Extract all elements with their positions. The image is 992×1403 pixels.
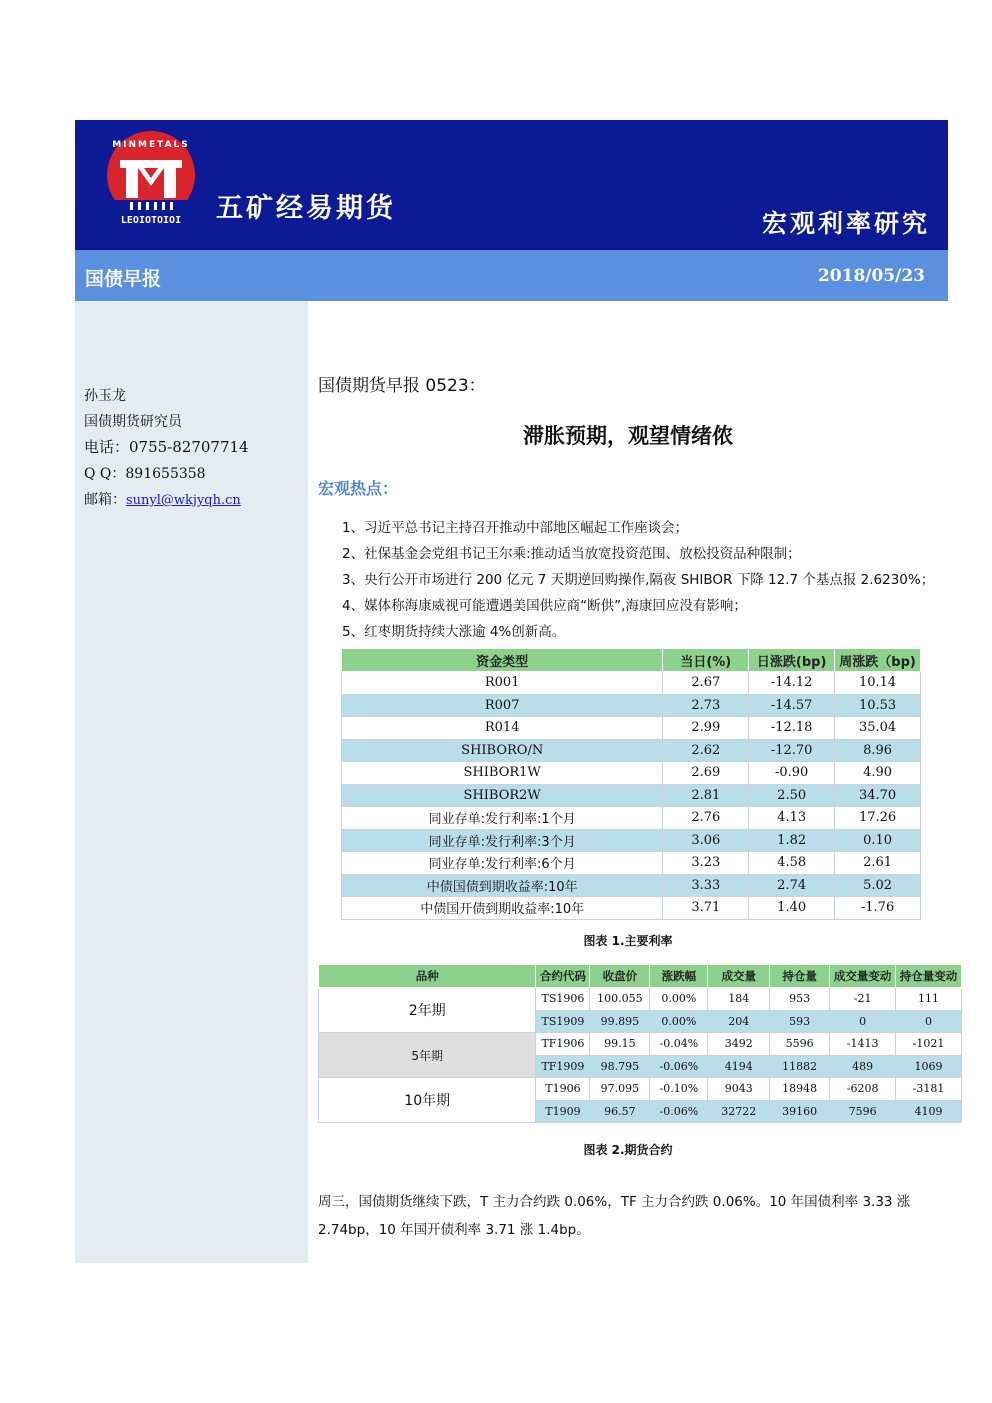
table-cell: 10.53 [835, 694, 921, 717]
table-cell: 3.06 [663, 829, 749, 852]
table-cell: -12.70 [749, 739, 835, 762]
table-cell: R007 [342, 694, 663, 717]
table-cell: 98.795 [590, 1055, 650, 1078]
report-type: 国债早报 [85, 268, 162, 290]
table-row [319, 1033, 962, 1056]
table-cell: R014 [342, 717, 663, 740]
table-cell: SHIBOR1W [342, 762, 663, 785]
table-caption: 图表 2.期货合约 [583, 1143, 673, 1157]
table-cell: TF1909 [536, 1055, 590, 1078]
table-cell: 2.62 [663, 739, 749, 762]
futures-table [318, 964, 962, 1123]
table-cell: -3181 [896, 1078, 962, 1101]
table-cell: 0.00% [650, 1010, 708, 1033]
table-row [342, 807, 921, 830]
report-date: 2018/05/23 [817, 266, 925, 286]
table-cell: T1906 [536, 1078, 590, 1101]
table-cell: 8.96 [835, 739, 921, 762]
table-cell: -1021 [896, 1033, 962, 1056]
table-cell: 10.14 [835, 672, 921, 695]
author-email-row [84, 489, 241, 509]
table-cell: 4.58 [749, 852, 835, 875]
column-header: 日涨跌(bp) [749, 649, 835, 672]
table-cell: 3.23 [663, 852, 749, 875]
table-cell: 953 [770, 988, 830, 1011]
column-header: 成交量 [708, 965, 770, 988]
news-item: 5、红枣期货持续大涨逾 4%创新高。 [342, 624, 566, 640]
table-caption: 图表 1.主要利率 [583, 934, 673, 948]
table-cell: 0.10 [835, 829, 921, 852]
author-name: 孙玉龙 [84, 388, 126, 404]
table-cell: 1.82 [749, 829, 835, 852]
table-cell: 同业存单:发行利率:3个月 [342, 829, 663, 852]
table-cell: 34.70 [835, 784, 921, 807]
table-row [342, 672, 921, 695]
table-cell: 4.13 [749, 807, 835, 830]
table-cell: 2.99 [663, 717, 749, 740]
table-cell: TF1906 [536, 1033, 590, 1056]
company-name: 五矿经易期货 [216, 193, 396, 224]
table-cell: 2.69 [663, 762, 749, 785]
column-header: 品种 [319, 965, 536, 988]
table-cell: 4109 [896, 1100, 962, 1123]
table-row [342, 829, 921, 852]
table-row [342, 762, 921, 785]
table-cell: 0.00% [650, 988, 708, 1011]
table-cell: 96.57 [590, 1100, 650, 1123]
table-cell: 184 [708, 988, 770, 1011]
table-cell: 2.74 [749, 874, 835, 897]
table-cell: 2.50 [749, 784, 835, 807]
table-cell: 99.15 [590, 1033, 650, 1056]
table-cell: 489 [830, 1055, 896, 1078]
table-cell: 3492 [708, 1033, 770, 1056]
table-cell: -0.10% [650, 1078, 708, 1101]
rates-table [341, 648, 921, 920]
table-cell: 1069 [896, 1055, 962, 1078]
table-cell: TS1906 [536, 988, 590, 1011]
table-cell: 4194 [708, 1055, 770, 1078]
table-cell: 2.61 [835, 852, 921, 875]
table-cell: T1909 [536, 1100, 590, 1123]
table-cell: -0.90 [749, 762, 835, 785]
table-cell: -14.12 [749, 672, 835, 695]
column-header: 收盘价 [590, 965, 650, 988]
table-cell: 593 [770, 1010, 830, 1033]
table-cell: -1413 [830, 1033, 896, 1056]
table-cell: 2.76 [663, 807, 749, 830]
table-cell: 97.095 [590, 1078, 650, 1101]
table-cell: 2.67 [663, 672, 749, 695]
table-header-row [342, 649, 921, 672]
table-cell: -0.06% [650, 1055, 708, 1078]
table-cell: 35.04 [835, 717, 921, 740]
section-heading: 宏观热点： [318, 479, 399, 498]
table-row [342, 717, 921, 740]
news-item: 3、央行公开市场进行 200 亿元 7 天期逆回购操作,隔夜 SHIBOR 下降 12.7 个基点报 2.6230%； [342, 572, 935, 588]
table-cell: 0 [896, 1010, 962, 1033]
table-cell: -0.06% [650, 1100, 708, 1123]
table-cell: 204 [708, 1010, 770, 1033]
table-cell: -0.04% [650, 1033, 708, 1056]
table-cell: R001 [342, 672, 663, 695]
column-header: 持仓量变动 [896, 965, 962, 988]
table-cell: 中债国开债到期收益率:10年 [342, 897, 663, 920]
author-role: 国债期货研究员 [84, 414, 182, 430]
table-row [319, 988, 962, 1011]
table-cell: TS1909 [536, 1010, 590, 1033]
author-phone: 电话：0755-82707714 [84, 438, 249, 456]
table-row [342, 897, 921, 920]
column-header: 涨跌幅 [650, 965, 708, 988]
table-cell: 111 [896, 988, 962, 1011]
table-cell: 9043 [708, 1078, 770, 1101]
email-link[interactable]: sunyl@wkjyqh.cn [126, 493, 241, 508]
table-header-row [319, 965, 962, 988]
table-cell: -1.76 [835, 897, 921, 920]
table-cell: -12.18 [749, 717, 835, 740]
column-header: 成交量变动 [830, 965, 896, 988]
table-cell: -14.57 [749, 694, 835, 717]
table-cell: 17.26 [835, 807, 921, 830]
table-cell: 同业存单:发行利率:6个月 [342, 852, 663, 875]
table-cell: SHIBORO/N [342, 739, 663, 762]
author-qq: Q Q：891655358 [84, 466, 206, 482]
table-cell: 99.895 [590, 1010, 650, 1033]
table-cell: 5596 [770, 1033, 830, 1056]
column-header: 周涨跌（bp) [835, 649, 921, 672]
table-cell: -6208 [830, 1078, 896, 1101]
table-cell: 1.40 [749, 897, 835, 920]
table-cell: 0 [830, 1010, 896, 1033]
table-cell: 18948 [770, 1078, 830, 1101]
column-header: 当日(%) [663, 649, 749, 672]
group-label: 2年期 [319, 988, 536, 1033]
table-cell: -21 [830, 988, 896, 1011]
table-cell: 中债国债到期收益率:10年 [342, 874, 663, 897]
minmetals-logo [100, 130, 202, 226]
column-header: 合约代码 [536, 965, 590, 988]
research-department: 宏观利率研究 [761, 209, 930, 238]
logo-arc-text: MINMETALS [112, 140, 190, 150]
column-header: 持仓量 [770, 965, 830, 988]
news-item: 4、媒体称海康威视可能遭遇美国供应商“断供”,海康回应没有影响； [342, 598, 747, 614]
table-row [342, 874, 921, 897]
group-label: 5年期 [319, 1033, 536, 1078]
table-cell: 7596 [830, 1100, 896, 1123]
table-cell: 3.71 [663, 897, 749, 920]
table-cell: 11882 [770, 1055, 830, 1078]
table-row [319, 1078, 962, 1101]
table-cell: 39160 [770, 1100, 830, 1123]
table-cell: SHIBOR2W [342, 784, 663, 807]
email-label: 邮箱： [84, 492, 126, 508]
table-row [342, 784, 921, 807]
news-item: 2、社保基金会党组书记王尔乘:推动适当放宽投资范围、放松投资品种限制； [342, 546, 801, 562]
table-row [342, 694, 921, 717]
table-cell: 2.73 [663, 694, 749, 717]
table-cell: 100.055 [590, 988, 650, 1011]
report-band [75, 250, 948, 301]
logo-bottom-text: LEOIOTOIOI [120, 215, 182, 226]
table-cell: 32722 [708, 1100, 770, 1123]
group-label: 10年期 [319, 1078, 536, 1123]
table-cell: 同业存单:发行利率:1个月 [342, 807, 663, 830]
table-row [342, 739, 921, 762]
news-item: 1、习近平总书记主持召开推动中部地区崛起工作座谈会； [342, 520, 689, 536]
table-cell: 5.02 [835, 874, 921, 897]
report-subtitle: 滞胀预期，观望情绪侬 [523, 424, 733, 448]
table-cell: 2.81 [663, 784, 749, 807]
summary-paragraph: 周三，国债期货继续下跌，T 主力合约跌 0.06%，TF 主力合约跌 0.06%。10 年国债利率 3.33 涨 2.74bp，10 年国开债利率 3.71 涨 1.4bp。 [318, 1194, 911, 1238]
table-cell: 3.33 [663, 874, 749, 897]
report-title: 国债期货早报 0523： [318, 376, 486, 396]
table-row [342, 852, 921, 875]
column-header: 资金类型 [342, 649, 663, 672]
author-sidebar [75, 301, 308, 1263]
table-cell: 4.90 [835, 762, 921, 785]
